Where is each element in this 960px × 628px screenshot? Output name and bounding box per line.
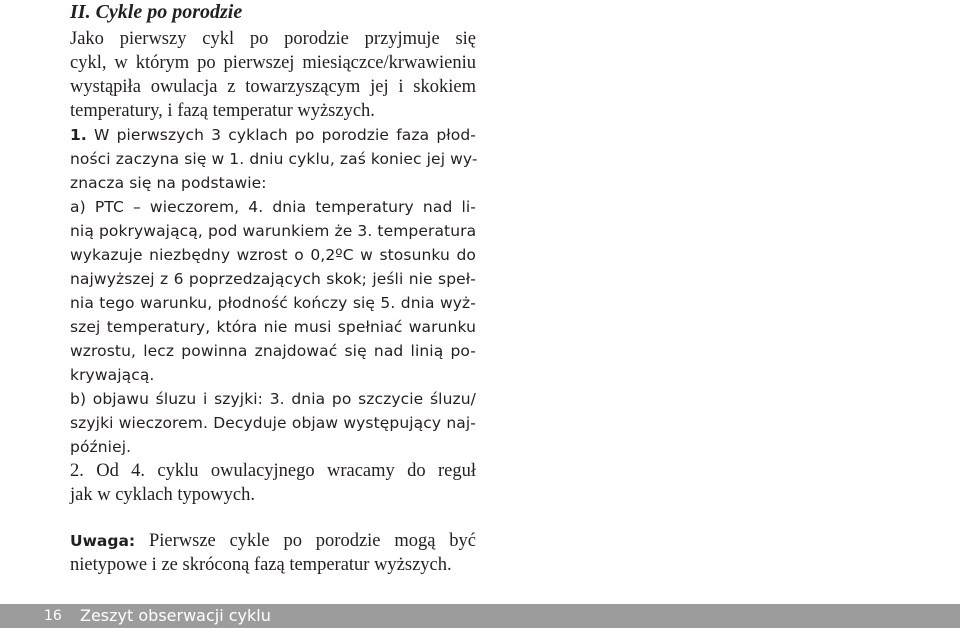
- point1a-line-7: wzrostu, lecz powinna znajdować się nad linią po-: [70, 342, 476, 360]
- point1a-line-1: a) PTC – wieczorem, 4. dnia temperatury nad li-: [70, 198, 476, 216]
- footer-title: Zeszyt obserwacji cyklu: [80, 606, 271, 625]
- point2-line-2: jak w cyklach typowych.: [70, 485, 255, 505]
- point2-line-1: [70, 460, 476, 483]
- point1a-line-8: krywającą.: [70, 366, 155, 384]
- intro-line-3: wystąpiła owulacja z towarzyszącym jej i skokiem: [70, 77, 476, 97]
- point1-line-3: znacza się na podstawie:: [70, 174, 267, 192]
- point1b-line-1: b) objawu śluzu i szyjki: 3. dnia po szczycie śluzu/: [70, 390, 476, 408]
- point1-line-2: ności zaczyna się w 1. dniu cyklu, zaś koniec jej wy-: [70, 150, 478, 168]
- point1a-line-5: nia tego warunku, płodność kończy się 5. dnia wyż-: [70, 294, 476, 312]
- point1a-line-6: szej temperatury, która nie musi spełniać warunku: [70, 318, 476, 336]
- point1b-line-3: później.: [70, 438, 132, 456]
- note-label: Uwaga:: [70, 532, 136, 550]
- point1a-line-4: najwyższej z 6 poprzedzających skok; jeśli nie speł-: [70, 270, 476, 288]
- section-heading: II. Cykle po porodzie: [70, 1, 243, 23]
- point1b-line-2: szyjki wieczorem. Decyduje objaw występujący naj-: [70, 414, 476, 432]
- point1-number: 1.: [70, 126, 87, 144]
- note-line-1-text: Pierwsze cykle po porodzie mogą być: [135, 531, 476, 551]
- note-line-1: [70, 530, 476, 553]
- point2-line-1-text: Od 4. cyklu owulacyjnego wracamy do reguł: [83, 461, 476, 481]
- intro-line-1: Jako pierwszy cykl po porodzie przyjmuje się: [70, 29, 476, 49]
- point1a-line-3: wykazuje niezbędny wzrost o 0,2ºC w stosunku do: [70, 246, 476, 264]
- point2-number: 2.: [70, 461, 84, 481]
- intro-line-4: temperatury, i fazą temperatur wyższych.: [70, 101, 375, 121]
- page-number: 16: [44, 608, 62, 624]
- intro-line-2: cykl, w którym po pierwszej miesiączce/krwawieniu: [70, 53, 476, 73]
- point1-line-1-text: W pierwszych 3 cyklach po porodzie faza płod-: [86, 126, 476, 144]
- note-line-2: nietypowe i ze skróconą fazą temperatur wyższych.: [70, 555, 452, 575]
- point1-line-1: [70, 124, 476, 147]
- footer-bar: [0, 604, 960, 628]
- point1a-line-2: nią pokrywającą, pod warunkiem że 3. temperatura: [70, 222, 477, 240]
